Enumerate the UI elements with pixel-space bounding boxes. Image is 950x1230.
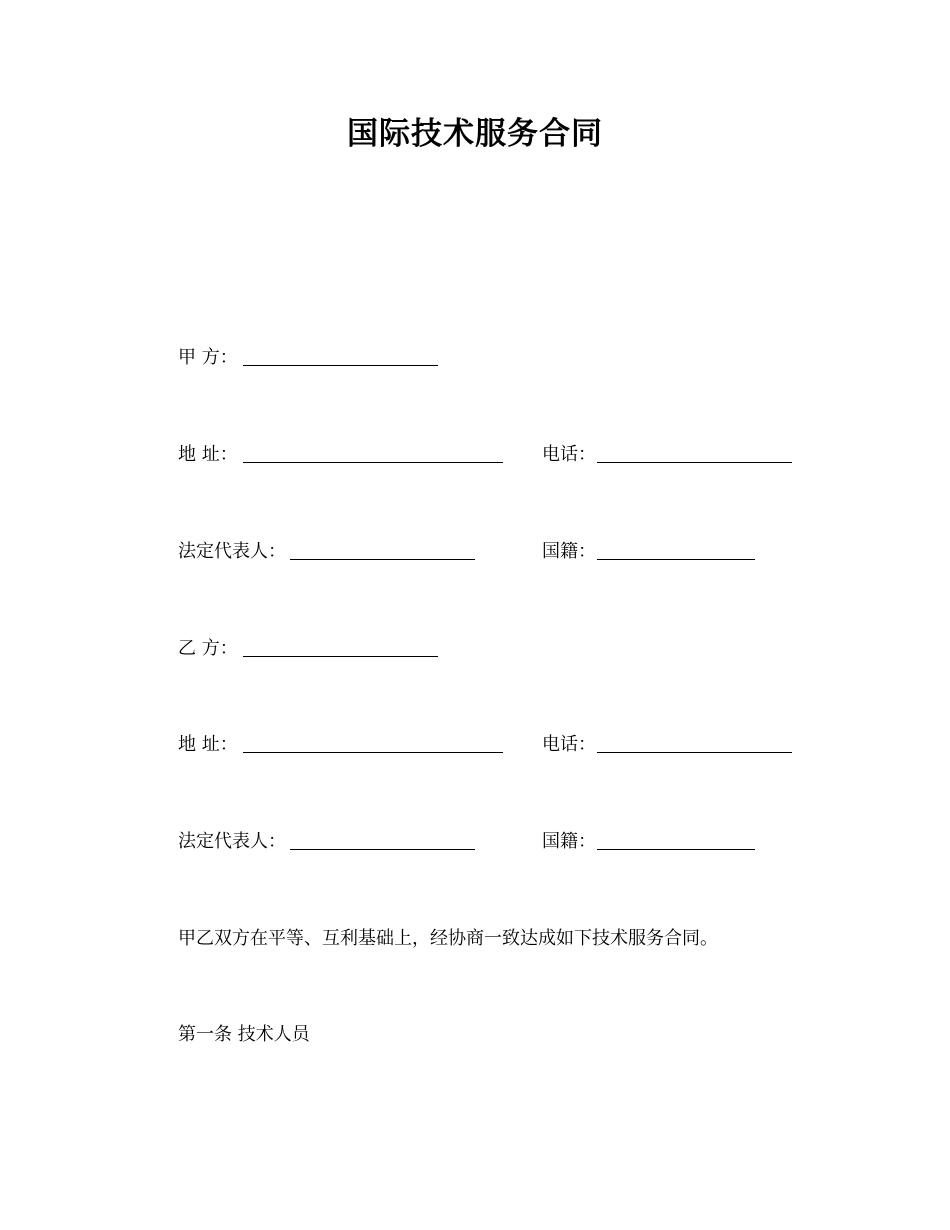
party-b-nationality-label: 国籍： [542, 831, 596, 852]
party-b-address-blank [243, 752, 503, 753]
party-a-nationality-label: 国籍： [542, 541, 596, 562]
document-title: 国际技术服务合同 [347, 116, 603, 152]
party-b-phone-blank [597, 752, 792, 753]
party-a-address-label: 地 址： [178, 444, 238, 465]
party-a-phone-label: 电话： [542, 444, 596, 465]
party-a-name-blank [243, 365, 438, 366]
party-a-name-label: 甲 方： [178, 347, 238, 368]
party-b-phone-label: 电话： [542, 734, 596, 755]
party-a-nationality-blank [597, 559, 755, 560]
party-b-nationality-blank [597, 849, 755, 850]
party-a-phone-blank [597, 462, 792, 463]
party-b-name-label: 乙 方： [178, 638, 238, 659]
party-b-rep-label: 法定代表人： [178, 831, 286, 852]
party-b-name-blank [243, 656, 438, 657]
party-a-rep-blank [290, 559, 475, 560]
article-1-heading: 第一条 技术人员 [178, 1024, 310, 1045]
party-b-address-label: 地 址： [178, 734, 238, 755]
party-a-rep-label: 法定代表人： [178, 541, 286, 562]
party-b-rep-blank [290, 849, 475, 850]
party-a-address-blank [243, 462, 503, 463]
intro-paragraph: 甲乙双方在平等、互利基础上，经协商一致达成如下技术服务合同。 [178, 928, 718, 949]
